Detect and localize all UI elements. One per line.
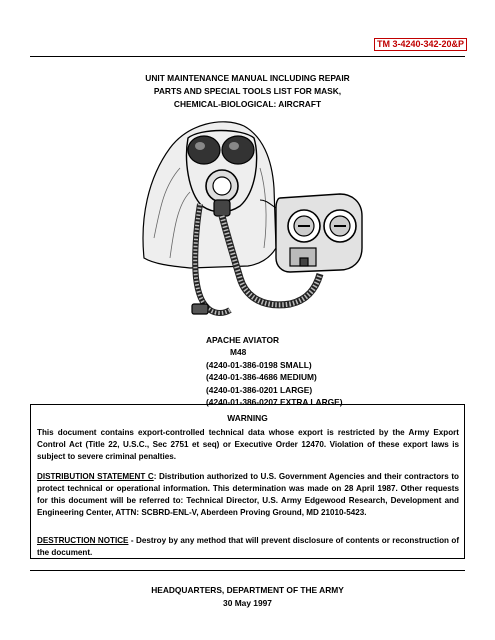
bottom-rule	[30, 570, 465, 571]
issuing-organization: HEADQUARTERS, DEPARTMENT OF THE ARMY	[151, 585, 344, 595]
size-small: (4240-01-386-0198 SMALL)	[206, 359, 312, 370]
distribution-label: DISTRIBUTION STATEMENT C	[37, 472, 154, 481]
title-line-1: UNIT MAINTENANCE MANUAL INCLUDING REPAIR	[145, 73, 350, 83]
distribution-statement	[37, 471, 459, 519]
title-line-3: CHEMICAL-BIOLOGICAL: AIRCRAFT	[173, 99, 322, 109]
mask-illustration	[130, 108, 370, 326]
destruction-text: - Destroy by any method that will prevent disclosure of contents or reconstruction of the document.	[37, 536, 460, 557]
tm-number: TM 3-4240-342-20&P	[374, 38, 467, 51]
model-block	[206, 334, 343, 408]
distribution-text: : Distribution authorized to U.S. Government Agencies and their contractors to protect technical or operational information. This determination was made on 28 April 1987. Other requests for this document will be referred to: Technical Director, U.S. Army Edgewood Research, Development and Engineering Center, ATTN: SCBRD-ENL-V, Aberdeen Proving Ground, MD 21010-5423.	[37, 472, 459, 517]
document-title	[0, 72, 495, 111]
publication-date: 30 May 1997	[223, 598, 272, 608]
footer	[0, 584, 495, 610]
size-extra-large: (4240-01-386-0207 EXTRA LARGE)	[206, 397, 343, 408]
destruction-notice	[37, 535, 459, 559]
model-designation: M48	[230, 347, 247, 358]
warning-title: WARNING	[227, 413, 268, 423]
size-medium: (4240-01-386-4686 MEDIUM)	[206, 372, 317, 383]
size-large: (4240-01-386-0201 LARGE)	[206, 384, 313, 395]
notice-box	[30, 404, 465, 559]
title-line-2: PARTS AND SPECIAL TOOLS LIST FOR MASK,	[153, 86, 342, 96]
model-name: APACHE AVIATOR	[206, 335, 280, 345]
top-rule	[30, 56, 465, 57]
destruction-label: DESTRUCTION NOTICE	[37, 536, 129, 545]
warning-text: This document contains export-controlled technical data whose export is restricted by the Army Export Control Act (Title 22, U.S.C., Sec 2751 et seq) or Executive Order 12470. Violation of these export laws is subject to severe criminal penalties.	[37, 428, 459, 461]
